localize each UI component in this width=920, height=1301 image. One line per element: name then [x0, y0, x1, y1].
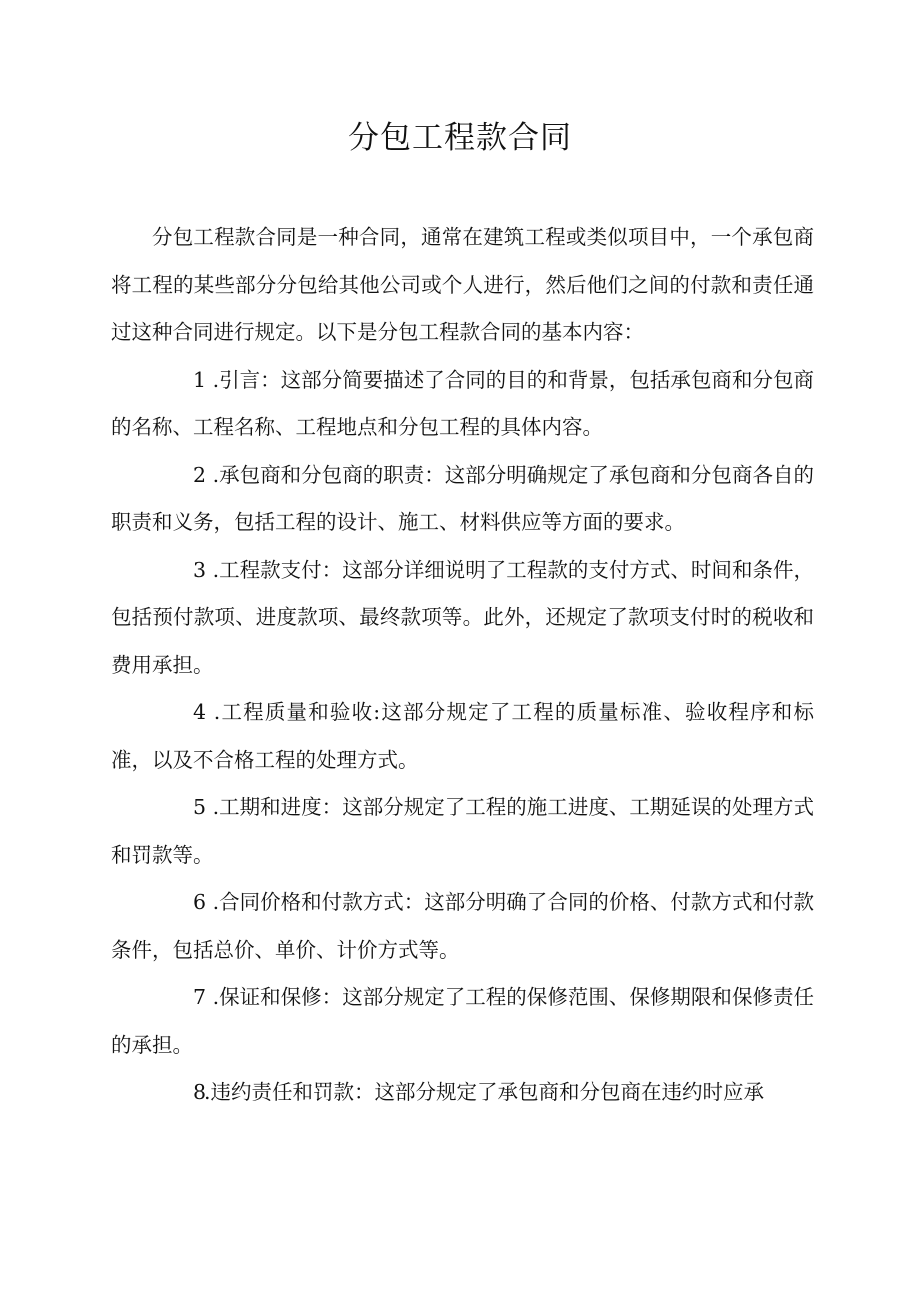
document-body [111, 214, 814, 1117]
list-item-8 [111, 1069, 814, 1117]
item-number: 8 [193, 1080, 207, 1104]
item-number: 2 [193, 462, 207, 487]
list-item-7 [111, 974, 814, 1069]
list-item-1 [111, 357, 814, 452]
document-title: 分包工程款合同 [348, 120, 572, 156]
item-text: .违约责任和罚款：这部分规定了承包商和分包商在违约时应承 [204, 1080, 765, 1104]
item-number: 7 [193, 985, 207, 1009]
item-text: .合同价格和付款方式：这部分明确了合同的价格、付款方式和付款条件，包括总价、单价、计价方式等。 [111, 890, 814, 962]
item-number: 3 [193, 557, 207, 582]
item-text: .工程款支付：这部分详细说明了工程款的支付方式、时间和条件，包括预付款项、进度款项、最终款项等。此外，还规定了款项支付时的税收和费用承担。 [111, 557, 814, 677]
list-item-5 [111, 784, 814, 879]
item-text: .工程质量和验收:这部分规定了工程的质量标准、验收程序和标准，以及不合格工程的处理方式。 [111, 700, 814, 772]
item-number: 6 [193, 890, 207, 914]
list-item-6 [111, 879, 814, 974]
list-item-3 [111, 547, 814, 690]
item-number: 4 [193, 700, 207, 724]
item-text: .工期和进度：这部分规定了工程的施工进度、工期延误的处理方式和罚款等。 [111, 795, 814, 867]
item-text: .承包商和分包商的职责：这部分明确规定了承包商和分包商各自的职责和义务，包括工程的设计、施工、材料供应等方面的要求。 [111, 462, 814, 534]
item-number: 5 [193, 795, 207, 819]
list-item-4 [111, 689, 814, 784]
intro-paragraph: 分包工程款合同是一种合同，通常在建筑工程或类似项目中，一个承包商将工程的某些部分分包给其他公司或个人进行，然后他们之间的付款和责任通过这种合同进行规定。以下是分包工程款合同的基本内容： [111, 225, 814, 344]
item-text: .引言：这部分简要描述了合同的目的和背景，包括承包商和分包商的名称、工程名称、工程地点和分包工程的具体内容。 [111, 367, 814, 439]
item-text: .保证和保修：这部分规定了工程的保修范围、保修期限和保修责任的承担。 [111, 985, 814, 1057]
item-number: 1 [193, 367, 207, 392]
list-item-2 [111, 452, 814, 547]
